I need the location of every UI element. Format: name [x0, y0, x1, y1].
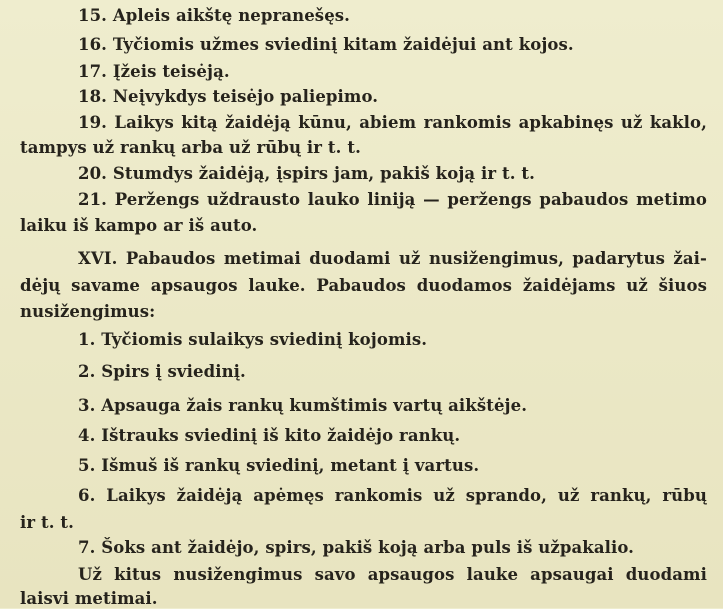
closing-paragraph-end: laisvi metimai.	[20, 589, 158, 608]
rule-18: 18. Neįvykdys teisėjo paliepimo.	[78, 87, 379, 106]
penalty-1: 1. Tyčiomis sulaikys sviedinį kojomis.	[78, 330, 428, 349]
rule-21: 21. Peržengs uždrausto lauko liniją — peržengs pabaudos metimo	[78, 190, 707, 209]
penalty-6: 6. Laikys žaidėją apėmęs rankomis už sprando, už rankų, rūbų	[78, 486, 707, 505]
rule-17: 17. Įžeis teisėją.	[78, 62, 230, 81]
section-xvi-heading: XVI. Pabaudos metimai duodami už nusižengimus, padarytus žai-	[78, 249, 707, 268]
rule-19-continued: tampys už rankų arba už rūbų ir t. t.	[20, 138, 361, 157]
penalty-5: 5. Išmuš iš rankų sviedinį, metant į vartus.	[78, 456, 480, 475]
penalty-2: 2. Spirs į sviedinį.	[78, 362, 246, 381]
rule-20: 20. Stumdys žaidėją, įspirs jam, pakiš koją ir t. t.	[78, 164, 535, 183]
penalty-4: 4. Ištrauks sviedinį iš kito žaidėjo rankų.	[78, 426, 461, 445]
rule-15: 15. Apleis aikštę nepranešęs.	[78, 6, 351, 25]
section-xvi-paragraph-end: nusižengimus:	[20, 302, 156, 321]
closing-paragraph: Už kitus nusižengimus savo apsaugos lauke apsaugai duodami	[78, 565, 707, 584]
penalty-7: 7. Šoks ant žaidėjo, spirs, pakiš koją arba puls iš užpakalio.	[78, 538, 635, 557]
rule-19: 19. Laikys kitą žaidėją kūnu, abiem rankomis apkabinęs už kaklo,	[78, 113, 707, 132]
penalty-3: 3. Apsauga žais rankų kumštimis vartų aikštėje.	[78, 396, 528, 415]
rule-16: 16. Tyčiomis užmes sviedinį kitam žaidėjui ant kojos.	[78, 35, 574, 54]
rule-21-continued: laiku iš kampo ar iš auto.	[20, 216, 258, 235]
section-xvi-paragraph: dėjų savame apsaugos lauke. Pabaudos duodamos žaidėjams už šiuos	[20, 276, 707, 295]
penalty-6-continued: ir t. t.	[20, 513, 74, 532]
